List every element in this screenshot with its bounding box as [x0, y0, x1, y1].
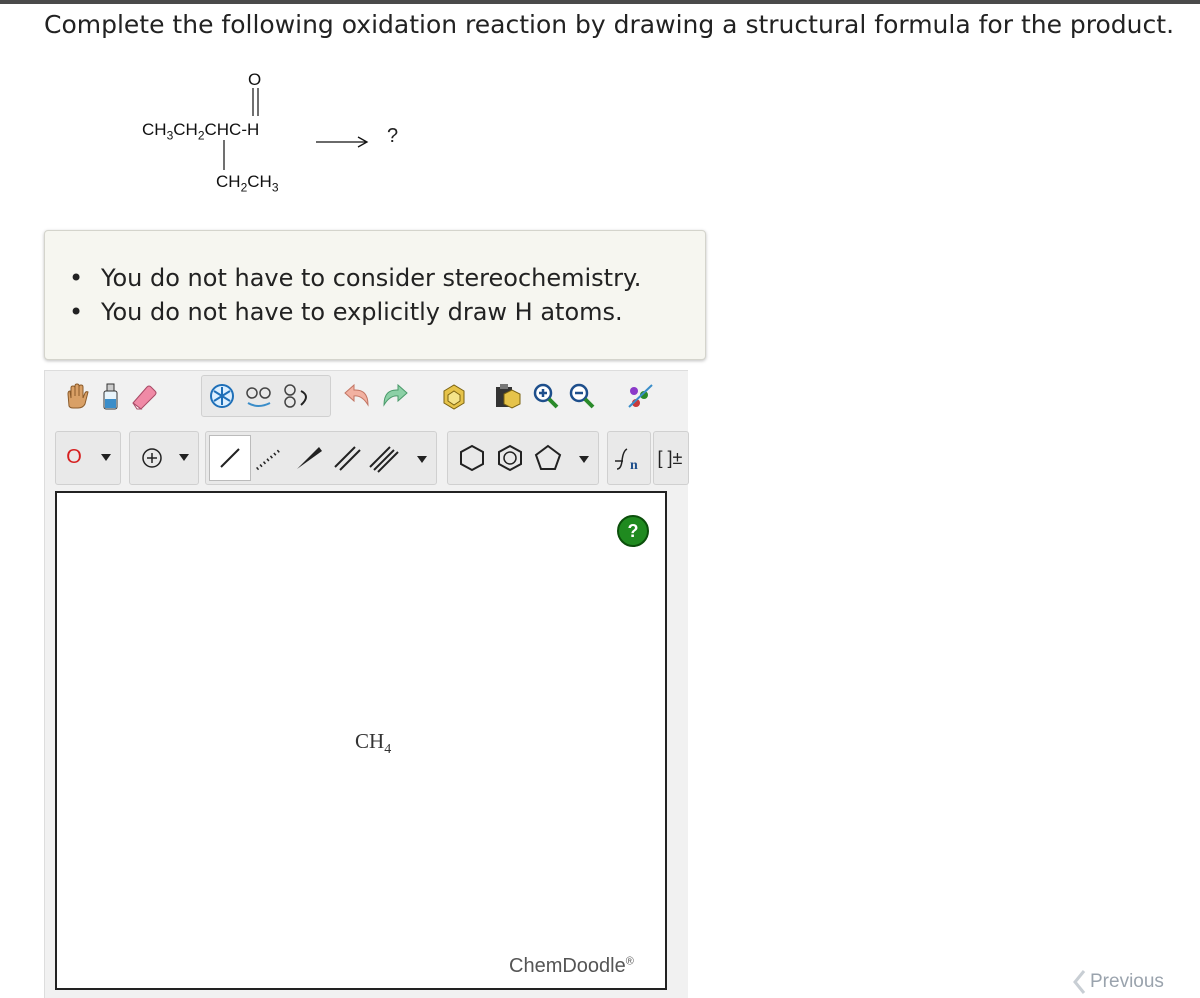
undo-icon[interactable] [341, 379, 375, 413]
double-bond-icon[interactable] [331, 441, 365, 475]
rotate-molecule-icon[interactable] [281, 379, 315, 413]
canvas-molecule-label[interactable]: $CH_4$ [355, 729, 392, 758]
redo-icon[interactable] [377, 379, 411, 413]
previous-label: Previous [1090, 971, 1164, 992]
instruction-item: • You do not have to consider stereochemistry. [101, 261, 641, 295]
cyclopentane-icon[interactable] [531, 441, 565, 475]
reaction-scheme [140, 70, 420, 210]
reactant-main-chain: $CH_3CH_2CHC-H$ [142, 120, 260, 143]
cyclohexane-icon[interactable] [455, 441, 489, 475]
ring-dropdown-icon[interactable] [579, 456, 589, 463]
template-ring-icon[interactable] [205, 379, 239, 413]
repeat-unit-icon[interactable] [611, 441, 645, 475]
zoom-in-icon[interactable] [529, 379, 563, 413]
svg-text:n: n [630, 458, 638, 473]
paste-clipboard-icon[interactable] [489, 379, 523, 413]
chain-bonds-icon[interactable] [243, 379, 277, 413]
chevron-left-icon [1072, 969, 1086, 995]
chemdoodle-logo: ChemDoodle® [509, 955, 634, 977]
eraser-icon[interactable] [127, 379, 161, 413]
charge-plus-icon[interactable] [135, 441, 169, 475]
previous-button[interactable] [1072, 966, 1172, 998]
reactant-substituent: $CH_2CH_3$ [216, 172, 279, 195]
dashed-bond-icon[interactable] [253, 441, 287, 475]
help-icon[interactable]: ? [617, 515, 649, 547]
carbonyl-oxygen: O [248, 70, 262, 89]
drawing-canvas[interactable] [55, 491, 667, 990]
instructions-list [101, 261, 641, 329]
question-text: Complete the following oxidation reaction by drawing a structural formula for the product. [44, 10, 1175, 39]
atom-dropdown-icon[interactable] [101, 454, 111, 461]
zoom-out-icon[interactable] [565, 379, 599, 413]
hand-pan-icon[interactable] [59, 379, 93, 413]
wedge-bond-icon[interactable] [293, 441, 327, 475]
atom-selector[interactable]: O [66, 445, 82, 468]
instructions-box [44, 230, 706, 360]
benzene-icon[interactable] [493, 441, 527, 475]
charge-bracket-button[interactable]: [ ]± [657, 447, 683, 468]
top-bar [0, 0, 1200, 4]
copy-icon[interactable] [439, 379, 473, 413]
single-bond-icon[interactable] [209, 435, 251, 481]
triple-bond-icon[interactable] [367, 441, 401, 475]
charge-dropdown-icon[interactable] [179, 454, 189, 461]
product-placeholder: ? [387, 125, 399, 147]
bond-dropdown-icon[interactable] [417, 456, 427, 463]
clear-bottle-icon[interactable] [93, 379, 127, 413]
instruction-item: • You do not have to explicitly draw H atoms. [101, 295, 641, 329]
clean-structure-icon[interactable] [623, 379, 657, 413]
